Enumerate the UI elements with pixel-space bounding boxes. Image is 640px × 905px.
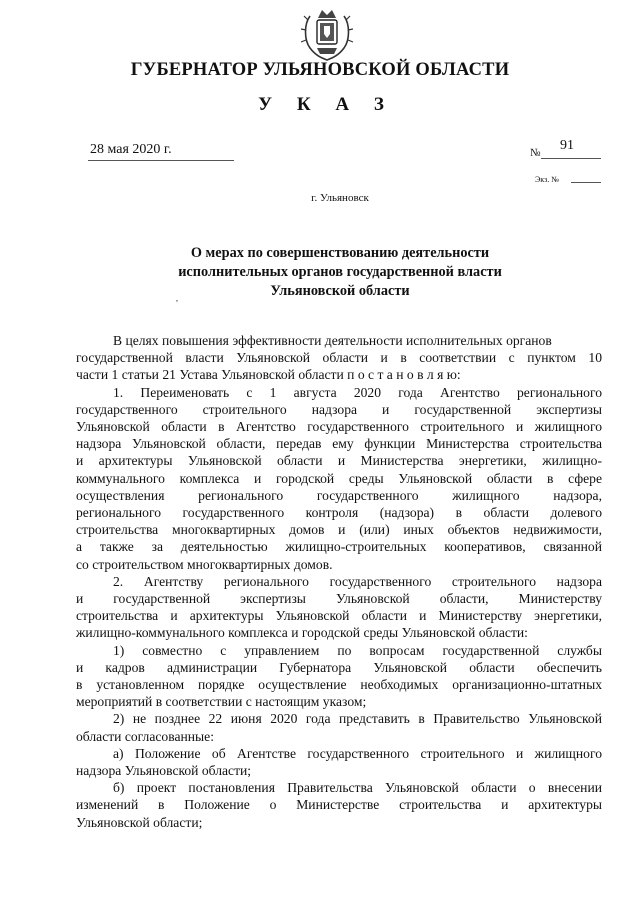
- coat-of-arms-emblem: [300, 6, 354, 62]
- body-line: изменений в Положение о Министерстве строительства и архитектуры: [76, 797, 602, 813]
- scan-mark: ,: [176, 294, 178, 303]
- body-line: В целях повышения эффективности деятельности исполнительных органов: [113, 333, 552, 348]
- number-label: №: [530, 147, 541, 159]
- body-line: Ульяновской области;: [76, 814, 203, 830]
- document-title: [120, 244, 560, 301]
- body-line: 2. Агентству регионального государственного строительного надзора: [113, 573, 602, 589]
- body-line: области согласованные:: [76, 728, 214, 744]
- body-line: 1) совместно с управлением по вопросам государственной службы: [113, 642, 602, 658]
- body-line: государственного строительного надзора и государственной экспертизы: [76, 401, 602, 417]
- body-line: коммунального комплекса и городской среды Ульяновской области в сфере: [76, 470, 602, 486]
- city: г. Ульяновск: [311, 192, 369, 204]
- body-line: строительства многоквартирных домов и (или) иных объектов недвижимости,: [76, 522, 602, 538]
- body-line: государственной власти Ульяновской области и в соответствии с пунктом 10: [76, 350, 602, 366]
- copy-number-label: Экз. №: [535, 175, 559, 184]
- body-line: 2) не позднее 22 июня 2020 года представить в Правительство Ульяновской: [113, 711, 602, 727]
- body-line: в установленном порядке осуществление необходимых организационно-штатных: [76, 677, 602, 693]
- body-line: части 1 статьи 21 Устава Ульяновской области п о с т а н о в л я ю:: [76, 367, 461, 383]
- body-line: жилищно-коммунального комплекса и городской среды Ульяновской области:: [76, 625, 528, 641]
- body-line: а) Положение об Агентстве государственного строительного и жилищного: [113, 745, 602, 761]
- body-line: и архитектуры Ульяновской области и Министерства энергетики, жилищно-: [76, 453, 602, 469]
- body-line: мероприятий в соответствии с настоящим указом;: [76, 694, 367, 710]
- number-underline: [541, 158, 601, 159]
- body-line: 1. Переименовать с 1 августа 2020 года Агентство регионального: [113, 384, 602, 400]
- body-line: надзора Ульяновской области, передав ему функции Министерства строительства: [76, 436, 602, 452]
- document-type: У К А З: [258, 94, 394, 115]
- body-line: и кадров администрации Губернатора Ульяновской области обеспечить: [76, 659, 602, 675]
- date-underline: [88, 160, 234, 161]
- document-body: [76, 332, 602, 831]
- title-line: Ульяновской области: [270, 283, 410, 299]
- issuer-title: ГУБЕРНАТОР УЛЬЯНОВСКОЙ ОБЛАСТИ: [130, 60, 510, 80]
- title-line: исполнительных органов государственной власти: [178, 264, 502, 280]
- document-number: 91: [560, 138, 574, 153]
- body-line: а также за деятельностью жилищно-строительных кооперативов, связанной: [76, 539, 602, 555]
- body-line: Ульяновской области в Агентство государственного строительного и жилищного: [76, 419, 602, 435]
- copy-number-underline: [571, 182, 601, 183]
- body-line: осуществления регионального государственного жилищного надзора,: [76, 487, 602, 503]
- body-line: б) проект постановления Правительства Ульяновской области о внесении: [113, 780, 602, 796]
- body-line: и государственной экспертизы Ульяновской области, Министерству: [76, 591, 602, 607]
- body-line: регионального государственного контроля (надзора) в области долевого: [76, 505, 602, 521]
- title-line: О мерах по совершенствованию деятельности: [190, 245, 490, 261]
- body-line: строительства и архитектуры Ульяновской области и Министерству энергетики,: [76, 608, 602, 624]
- body-line: со строительством многоквартирных домов.: [76, 556, 333, 572]
- body-line: надзора Ульяновской области;: [76, 763, 252, 779]
- document-date: 28 мая 2020 г.: [90, 142, 172, 157]
